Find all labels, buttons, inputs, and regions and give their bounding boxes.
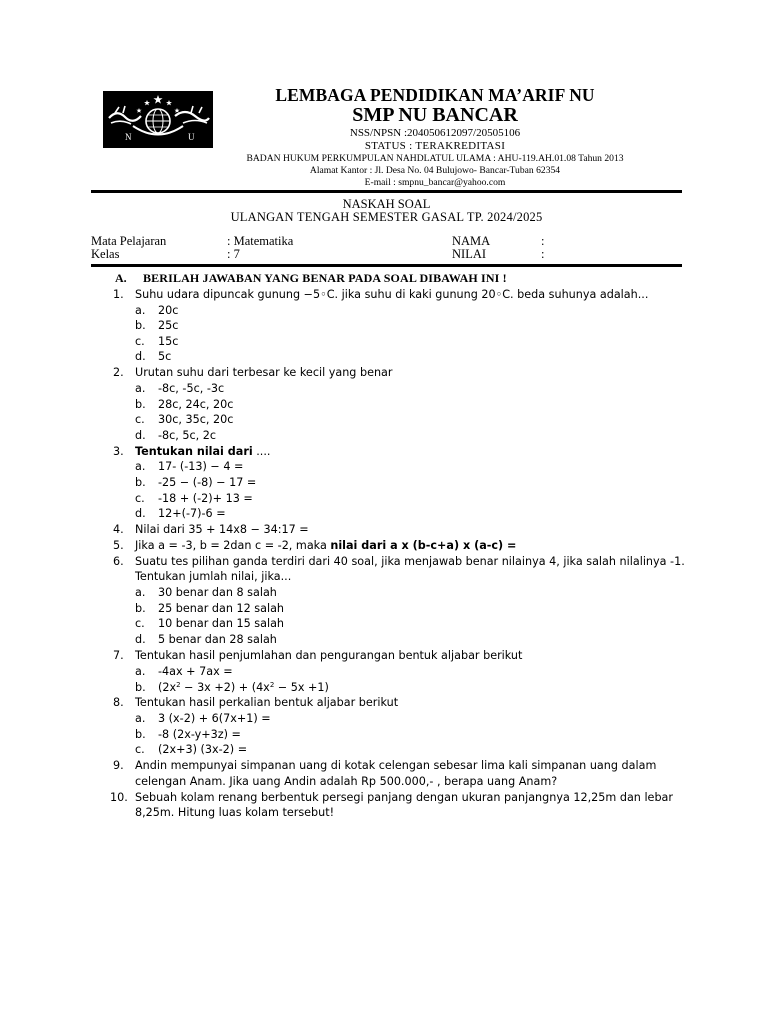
option-text: 12+(-7)-6 = [158, 507, 226, 520]
question-text: Urutan suhu dari terbesar ke kecil yang benar [135, 366, 393, 379]
option-label: a. [135, 382, 146, 395]
option-label: d. [135, 350, 146, 363]
school-name: SMP NU BANCAR [352, 104, 518, 126]
question-number: 6. [113, 555, 124, 568]
question-number: 1. [113, 288, 124, 301]
option-text: -8 (2x-y+3z) = [158, 728, 241, 741]
option-label: b. [135, 728, 146, 741]
option-text: (2x+3) (3x-2) = [158, 743, 248, 756]
class-label: Kelas [91, 247, 120, 261]
name-label: NAMA [452, 234, 491, 248]
exponent: 2 [269, 681, 275, 689]
option-text: -25 − (-8) − 17 = [158, 476, 257, 489]
expr-part: (2x [158, 681, 177, 694]
option-label: b. [135, 319, 146, 332]
exam-title: NASKAH SOAL [342, 197, 431, 211]
option-label: c. [135, 413, 145, 426]
header-divider [91, 190, 682, 193]
question-text: Nilai dari 35 + 14x8 − 34:17 = [135, 523, 309, 536]
logo-letter-u: U [188, 132, 195, 142]
logo-letter-n: N [125, 132, 132, 142]
option-text [158, 681, 329, 695]
option-label: b. [135, 398, 146, 411]
option-label: b. [135, 681, 146, 694]
question-text [135, 539, 516, 553]
question-text: Tentukan hasil perkalian bentuk aljabar berikut [135, 696, 399, 709]
option-label: d. [135, 507, 146, 520]
expr-part: − 3x +2) + (4x [180, 681, 270, 694]
question-text-bold: nilai dari a x (b-c+a) x (a-c) = [330, 539, 517, 552]
class-value: : 7 [227, 247, 240, 261]
subject-value: : Matematika [227, 234, 294, 248]
option-text: 15c [158, 335, 179, 348]
name-colon: : [541, 234, 545, 248]
option-label: d. [135, 633, 146, 646]
question-text: Andin mempunyai simpanan uang di kotak celengan sebesar lima kali simpanan uang dalam [135, 759, 657, 772]
question-text: Tentukan jumlah nilai, jika... [135, 570, 292, 583]
option-label: a. [135, 460, 146, 473]
option-text: -18 + (-2)+ 13 = [158, 492, 253, 505]
question-text: celengan Anam. Jika uang Andin adalah Rp 500.000,- , berapa uang Anam? [135, 775, 558, 788]
accreditation-status: STATUS : TERAKREDITASI [364, 140, 506, 152]
option-label: b. [135, 476, 146, 489]
option-text: 25 benar dan 12 salah [158, 602, 285, 615]
question-number: 10. [110, 791, 128, 804]
option-text: -8c, 5c, 2c [158, 429, 217, 442]
option-text: 30c, 35c, 20c [158, 413, 234, 426]
option-label: a. [135, 665, 146, 678]
expr-part: − 5x +1) [274, 681, 329, 694]
exam-subtitle: ULANGAN TENGAH SEMESTER GASAL TP. 2024/2025 [230, 210, 543, 224]
question-text: Suhu udara dipuncak gunung −5◦C. jika suhu di kaki gunung 20◦C. beda suhunya adalah... [135, 288, 649, 301]
question-number: 5. [113, 539, 124, 552]
question-text: 8,25m. Hitung luas kolam tersebut! [135, 806, 335, 819]
score-colon: : [541, 247, 545, 261]
option-label: c. [135, 743, 145, 756]
score-label: NILAI [452, 247, 487, 261]
subject-label: Mata Pelajaran [91, 234, 167, 248]
question-text: Sebuah kolam renang berbentuk persegi panjang dengan ukuran panjangnya 12,25m dan lebar [135, 791, 673, 804]
question-text: Tentukan hasil penjumlahan dan pengurangan bentuk aljabar berikut [135, 649, 523, 662]
option-text: -4ax + 7ax = [158, 665, 233, 678]
question-text-rest: .... [252, 445, 271, 458]
option-text: 25c [158, 319, 179, 332]
question-number: 9. [113, 759, 124, 772]
question-number: 4. [113, 523, 124, 536]
nss-npsn: NSS/NPSN :204050612097/20505106 [349, 127, 521, 139]
question-text: Suatu tes pilihan ganda terdiri dari 40 soal, jika menjawab benar nilainya 4, jika salah nilalinya -1. [135, 555, 685, 568]
question-text-plain: Jika a = -3, b = 2dan c = -2, maka [135, 539, 331, 552]
option-text: 28c, 24c, 20c [158, 398, 234, 411]
option-text: -8c, -5c, -3c [158, 382, 225, 395]
option-label: a. [135, 586, 146, 599]
option-text: 3 (x-2) + 6(7x+1) = [158, 712, 271, 725]
school-email: E-mail : smpnu_bancar@yahoo.com [364, 177, 506, 188]
option-text: 30 benar dan 8 salah [158, 586, 277, 599]
option-label: b. [135, 602, 146, 615]
legal-entity: BADAN HUKUM PERKUMPULAN NAHDLATUL ULAMA : AHU-119.AH.01.08 Tahun 2013 [246, 153, 624, 164]
section-letter: A. [115, 271, 127, 285]
option-label: c. [135, 335, 145, 348]
institution-name: LEMBAGA PENDIDIKAN MA’ARIF NU [275, 85, 595, 105]
office-address: Alamat Kantor : Jl. Desa No. 04 Bulujowo- Bancar-Tuban 62354 [309, 165, 561, 176]
option-text: 5 benar dan 28 salah [158, 633, 277, 646]
option-text: 10 benar dan 15 salah [158, 617, 285, 630]
question-number: 8. [113, 696, 124, 709]
option-label: c. [135, 617, 145, 630]
info-divider [91, 264, 682, 267]
exponent: 2 [176, 681, 181, 689]
question-text-bold: Tentukan nilai dari [135, 445, 253, 458]
option-label: a. [135, 712, 146, 725]
option-label: d. [135, 429, 146, 442]
section-title: BERILAH JAWABAN YANG BENAR PADA SOAL DIBAWAH INI ! [143, 271, 507, 285]
option-text: 17- (-13) − 4 = [158, 460, 244, 473]
option-text: 5c [158, 350, 172, 363]
option-label: c. [135, 492, 145, 505]
question-text [135, 445, 270, 459]
option-label: a. [135, 304, 146, 317]
question-number: 3. [113, 445, 124, 458]
option-text: 20c [158, 304, 179, 317]
question-number: 2. [113, 366, 124, 379]
question-number: 7. [113, 649, 124, 662]
